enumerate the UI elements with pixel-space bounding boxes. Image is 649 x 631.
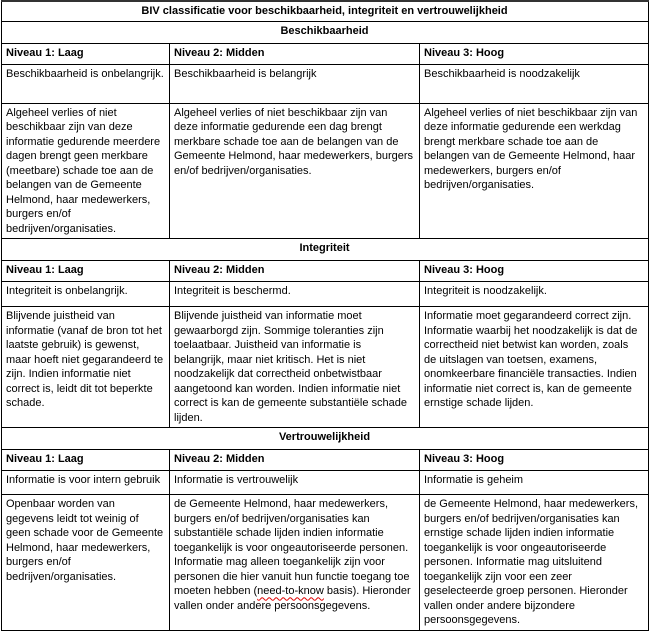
summary-cell: Informatie is vertrouwelijk	[170, 471, 420, 495]
table-row	[2, 307, 649, 428]
description-cell: Openbaar worden van gegevens leidt tot weinig of geen schade voor de Gemeente Helmond, haar medewerkers, burgers en/of bedrijven/organisaties.	[2, 495, 170, 631]
description-cell: de Gemeente Helmond, haar medewerkers, burgers en/of bedrijven/organisaties kan ernstige schade lijden indien informatie toegankelijk is voor ongeautoriseerde personen. Informatie mag uitsluitend toegankelijk zijn voor een zeer geselecteerde groep personen. Hieronder vallen onder andere bijzondere persoonsgegevens.	[420, 495, 649, 631]
summary-cell: Informatie is geheim	[420, 471, 649, 495]
level-header-midden: Niveau 2: Midden	[170, 450, 420, 471]
summary-cell: Integriteit is onbelangrijk.	[2, 282, 170, 307]
level-header-laag: Niveau 1: Laag	[2, 43, 170, 64]
description-cell: Informatie moet gegarandeerd correct zijn. Informatie waarbij het noodzakelijk is dat de correctheid niet betwist kan worden, zoals de uitslagen van toetsen, examens, onomkeerbare financiële transacties. Indien informatie niet correct is, kan de gemeente ernstige schade lijden.	[420, 307, 649, 428]
level-header-midden: Niveau 2: Midden	[170, 43, 420, 64]
table-row	[2, 428, 649, 450]
summary-cell: Beschikbaarheid is onbelangrijk.	[2, 64, 170, 103]
description-cell: Algeheel verlies of niet beschikbaar zijn van deze informatie gedurende een werkdag brengt merkbare schade toe aan de belangen van de Gemeente Helmond, haar medewerkers, burgers en/of bedrijven/organisaties.	[420, 103, 649, 239]
table-row	[2, 21, 649, 43]
spellcheck-underlined-word: need-to-know	[257, 585, 324, 598]
table-row	[2, 103, 649, 239]
summary-cell: Integriteit is noodzakelijk.	[420, 282, 649, 307]
summary-cell: Informatie is voor intern gebruik	[2, 471, 170, 495]
summary-cell: Integriteit is beschermd.	[170, 282, 420, 307]
table-row	[2, 43, 649, 64]
description-text: de Gemeente Helmond, haar medewerkers, burgers en/of bedrijven/organisaties kan substantiële schade lijden indien informatie toegankelijk is voor ongeautoriseerde personen. Informatie mag alleen toegankelijk zijn voor personen die hier vanuit hun functie toegang toe moeten hebben (	[174, 498, 410, 598]
description-cell: Blijvende juistheid van informatie (vanaf de bron tot het laatste gebruik) is gewenst, maar hoeft niet gegarandeerd te zijn. Indien informatie niet correct is, leidt dit tot beperkte schade.	[2, 307, 170, 428]
document-title: BIV classificatie voor beschikbaarheid, integriteit en vertrouwelijkheid	[2, 1, 649, 21]
description-cell: Algeheel verlies of niet beschikbaar zijn van deze informatie gedurende meerdere dagen brengt geen merkbare (meetbare) schade toe aan de belangen van de Gemeente Helmond, haar medewerkers, burgers en/of bedrijven/organisaties.	[2, 103, 170, 239]
section-header-integriteit: Integriteit	[2, 239, 649, 261]
section-header-beschikbaarheid: Beschikbaarheid	[2, 21, 649, 43]
level-header-laag: Niveau 1: Laag	[2, 261, 170, 282]
description-cell	[170, 495, 420, 631]
table-row	[2, 282, 649, 307]
description-text: basis). Hieronder vallen onder andere persoonsgegevens.	[174, 585, 411, 612]
table-row	[2, 1, 649, 21]
table-row	[2, 471, 649, 495]
level-header-midden: Niveau 2: Midden	[170, 261, 420, 282]
biv-classification-table	[1, 0, 649, 631]
table-row	[2, 495, 649, 631]
section-header-vertrouwelijkheid: Vertrouwelijkheid	[2, 428, 649, 450]
level-header-hoog: Niveau 3: Hoog	[420, 43, 649, 64]
level-header-hoog: Niveau 3: Hoog	[420, 450, 649, 471]
summary-cell: Beschikbaarheid is noodzakelijk	[420, 64, 649, 103]
summary-cell: Beschikbaarheid is belangrijk	[170, 64, 420, 103]
table-row	[2, 450, 649, 471]
description-cell: Algeheel verlies of niet beschikbaar zijn van deze informatie gedurende een dag brengt merkbare schade toe aan de belangen van de Gemeente Helmond, haar medewerkers, burgers en/of bedrijven/organisaties.	[170, 103, 420, 239]
table-row	[2, 239, 649, 261]
level-header-laag: Niveau 1: Laag	[2, 450, 170, 471]
table-row	[2, 64, 649, 103]
level-header-hoog: Niveau 3: Hoog	[420, 261, 649, 282]
description-cell: Blijvende juistheid van informatie moet gewaarborgd zijn. Sommige toleranties zijn toelaatbaar. Juistheid van informatie is belangrijk, maar niet kritisch. Het is niet noodzakelijk dat correctheid onbetwistbaar aangetoond kan worden. Indien informatie niet correct is kan de gemeente substantiële schade lijden.	[170, 307, 420, 428]
table-row	[2, 261, 649, 282]
